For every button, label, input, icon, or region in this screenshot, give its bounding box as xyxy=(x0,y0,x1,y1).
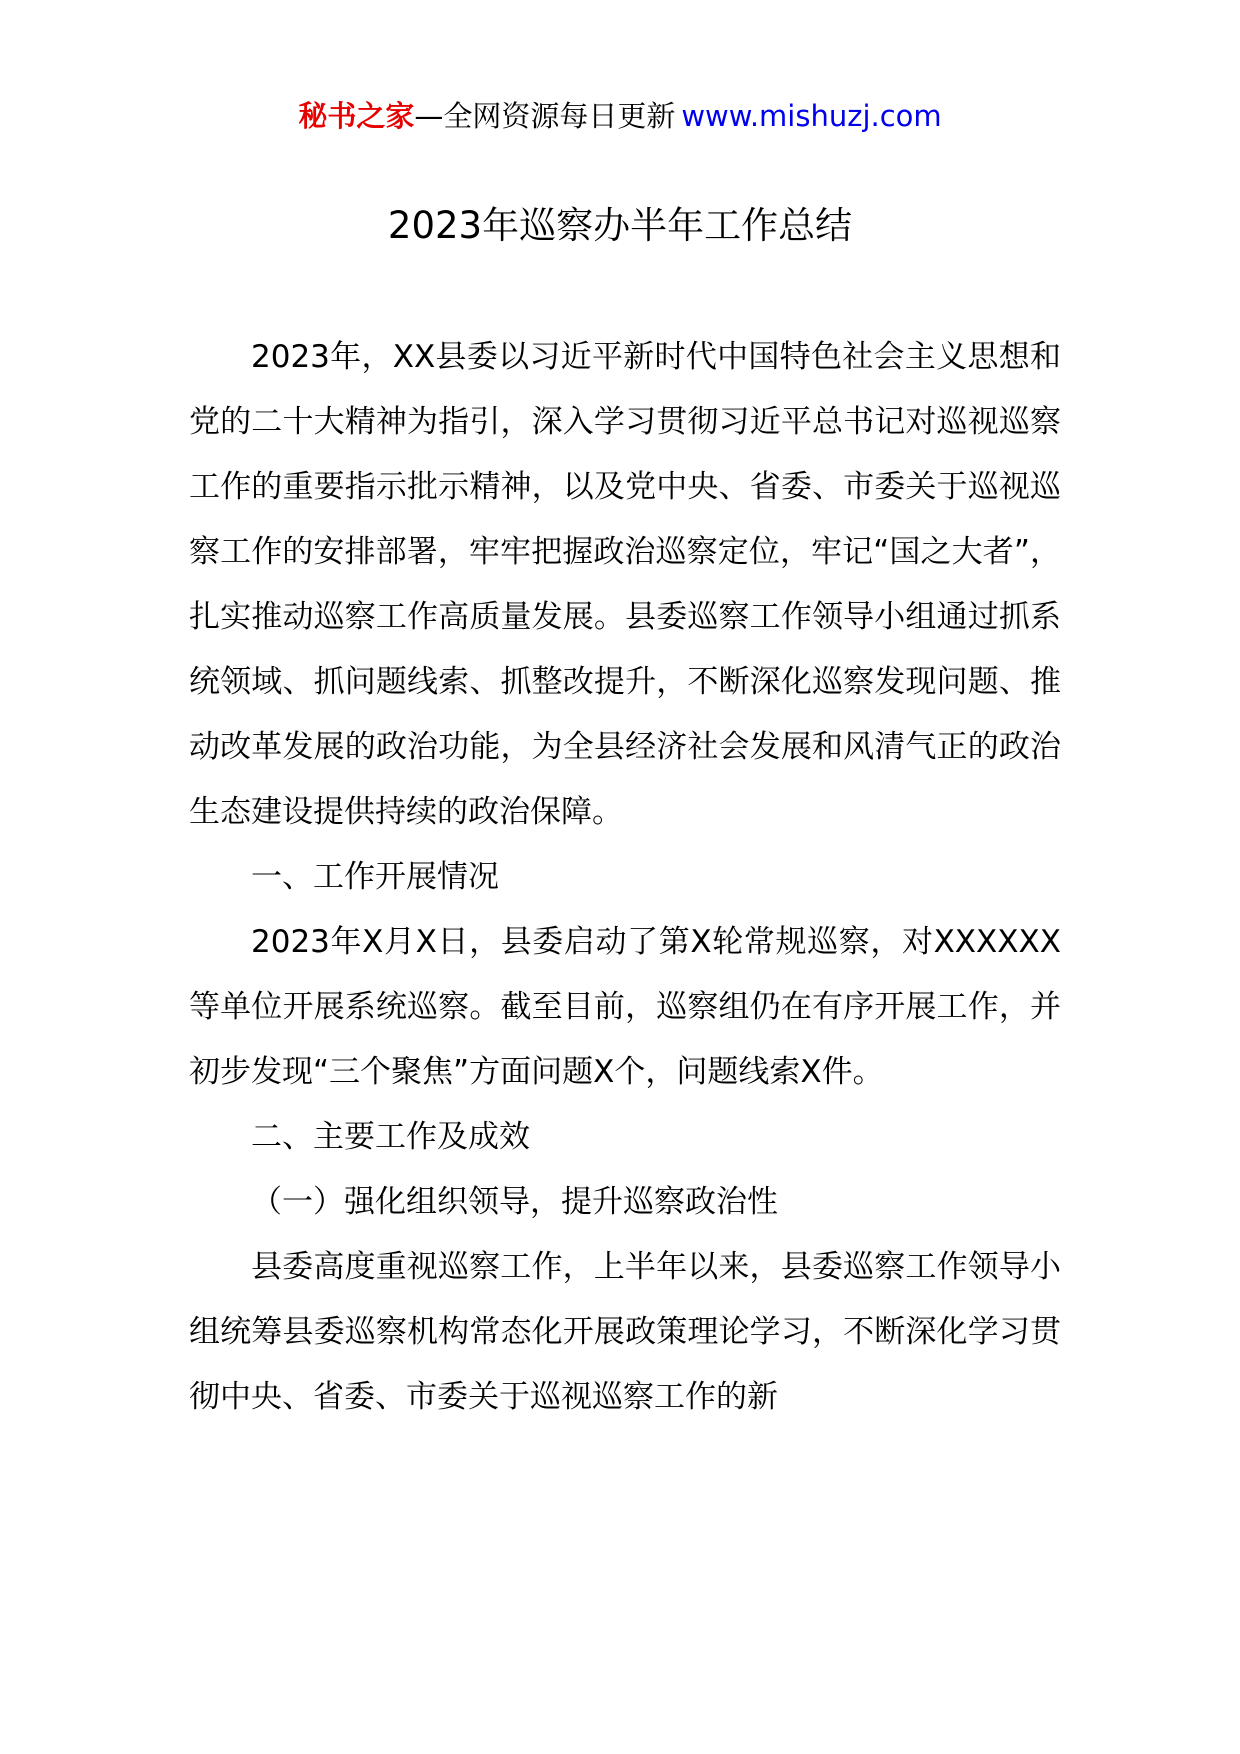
subsection-heading-leadership: （一）强化组织领导，提升巡察政治性 xyxy=(251,1184,778,1220)
page-title: 2023年巡察办半年工作总结 xyxy=(387,204,853,247)
site-header xyxy=(0,96,1240,136)
brand-name: 秘书之家 xyxy=(298,99,415,133)
section-heading-work-status: 一、工作开展情况 xyxy=(251,859,499,895)
section-heading-main-work: 二、主要工作及成效 xyxy=(251,1119,530,1155)
site-url-link[interactable]: www.mishuzj.com xyxy=(681,99,942,133)
intro-paragraph: 2023年，XX县委以习近平新时代中国特色社会主义思想和党的二十大精神为指引，深入学习贯彻习近平总书记对巡视巡察工作的重要指示批示精神，以及党中央、省委、市委关于巡视巡察工作的安排部署，牢牢把握政治巡察定位，牢记“国之大者”，扎实推动巡察工作高质量发展。县委巡察工作领导小组通过抓系统领域、抓问题线索、抓整改提升，不断深化巡察发现问题、推动改革发展的政治功能，为全县经济社会发展和风清气正的政治生态建设提供持续的政治保障。 xyxy=(189,339,1061,830)
leadership-paragraph: 县委高度重视巡察工作，上半年以来，县委巡察工作领导小组统筹县委巡察机构常态化开展政策理论学习，不断深化学习贯彻中央、省委、市委关于巡视巡察工作的新 xyxy=(189,1249,1061,1415)
brand-slogan: —全网资源每日更新 xyxy=(414,99,676,133)
document-body xyxy=(189,325,1061,1430)
work-status-paragraph: 2023年X月X日，县委启动了第X轮常规巡察，对XXXXXX等单位开展系统巡察。截至目前，巡察组仍在有序开展工作，并初步发现“三个聚焦”方面问题X个，问题线索X件。 xyxy=(189,924,1061,1090)
